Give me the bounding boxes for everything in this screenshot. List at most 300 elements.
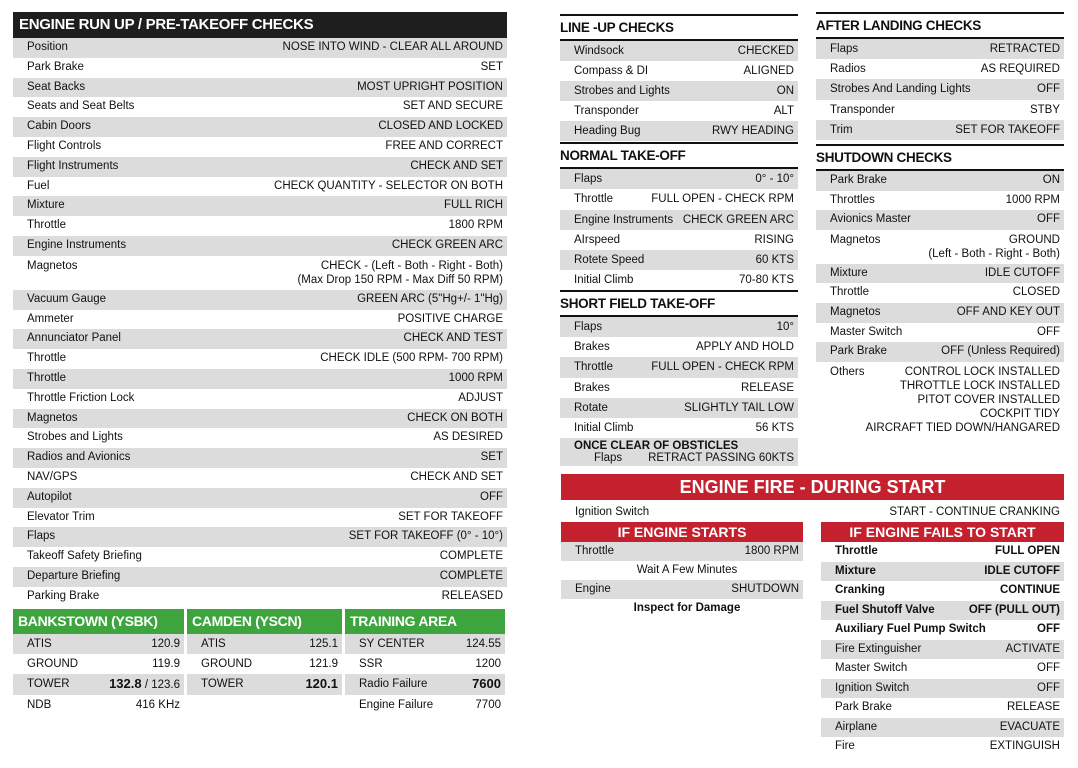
runup-row xyxy=(13,310,507,330)
normal-takeoff-value-line: 70-80 KTS xyxy=(739,274,794,287)
short-field-value-line: APPLY AND HOLD xyxy=(695,341,794,354)
lineup-label: Compass & DI xyxy=(574,65,649,77)
runup-row xyxy=(13,78,507,98)
runup-value xyxy=(407,409,503,429)
runup-label: Elevator Trim xyxy=(27,510,95,523)
normal-takeoff-label: Initial Climb xyxy=(574,274,634,287)
normal-takeoff-value-line: 0° - 10° xyxy=(755,173,794,185)
runup-row xyxy=(13,428,507,448)
camden-value xyxy=(305,674,338,695)
after-landing-label: Strobes And Landing Lights xyxy=(830,83,971,96)
runup-value-line: COMPLETE xyxy=(439,569,503,582)
shutdown-value-line: CLOSED xyxy=(1012,286,1060,299)
engine-starts-row xyxy=(561,561,803,580)
training-value xyxy=(466,634,501,654)
engine-starts-row xyxy=(561,542,803,561)
shutdown-value xyxy=(1043,171,1060,191)
runup-value-line: NOSE INTO WIND - CLEAR ALL AROUND xyxy=(282,41,503,53)
if-engine-starts-list xyxy=(561,542,803,618)
training-row xyxy=(345,674,505,695)
runup-value-line: GREEN ARC (5"Hg+/- 1"Hg) xyxy=(357,292,503,305)
engine-starts-value-line: SHUTDOWN xyxy=(731,583,799,595)
shutdown-value-line: OFF AND KEY OUT xyxy=(956,305,1060,318)
runup-value-line: CHECK QUANTITY - SELECTOR ON BOTH xyxy=(274,179,503,192)
runup-value-line: SET FOR TAKEOFF xyxy=(398,510,503,523)
shutdown-section xyxy=(816,144,1064,438)
lineup-value-line: ALT xyxy=(773,105,794,117)
engine-starts-row xyxy=(561,599,803,618)
bankstown-title: BANKSTOWN (YSBK) xyxy=(13,609,184,634)
if-engine-fails-title: IF ENGINE FAILS TO START xyxy=(821,522,1064,542)
runup-label: Throttle xyxy=(27,371,66,384)
bankstown-value xyxy=(151,634,180,654)
camden-list xyxy=(187,634,342,695)
engine-fails-value xyxy=(990,737,1060,757)
shutdown-row xyxy=(816,210,1064,230)
camden-row xyxy=(187,634,342,654)
engine-fails-value-line: EVACUATE xyxy=(999,720,1060,733)
engine-fails-row xyxy=(821,581,1064,601)
engine-fails-value xyxy=(1000,581,1060,601)
after-landing-list xyxy=(816,39,1064,140)
short-field-value-line: 10° xyxy=(776,321,794,333)
camden-label: GROUND xyxy=(201,658,253,670)
short-field-value xyxy=(684,398,794,418)
normal-takeoff-value xyxy=(683,210,794,230)
normal-takeoff-value-line: RISING xyxy=(754,233,794,246)
engine-runup-title: ENGINE RUN UP / PRE-TAKEOFF CHECKS xyxy=(13,12,507,38)
engine-fails-value-line: CONTINUE xyxy=(999,584,1060,596)
shutdown-label: Others xyxy=(830,365,865,378)
ignition-label: Ignition Switch xyxy=(575,506,650,518)
camden-value-line: 121.9 xyxy=(309,658,338,670)
runup-row xyxy=(13,488,507,508)
runup-value-line: SET xyxy=(480,451,503,464)
bankstown-value xyxy=(109,674,180,695)
short-field-value xyxy=(741,378,794,398)
runup-value-line: SET xyxy=(480,60,503,73)
after-landing-label: Transponder xyxy=(830,103,895,116)
shutdown-value xyxy=(866,365,1060,435)
camden-row xyxy=(187,654,342,674)
shutdown-label: Master Switch xyxy=(830,325,903,338)
runup-label: Flaps xyxy=(27,530,56,543)
training-label: SY CENTER xyxy=(359,638,425,650)
bankstown-label: TOWER xyxy=(27,678,70,690)
engine-fails-label: Ignition Switch xyxy=(835,681,910,694)
runup-value xyxy=(398,310,503,330)
runup-value-line: SET FOR TAKEOFF (0° - 10°) xyxy=(348,530,503,543)
runup-value-line: ADJUST xyxy=(458,391,503,404)
engine-fails-value xyxy=(1037,679,1060,699)
engine-fails-value-line: OFF xyxy=(1037,662,1060,674)
after-landing-row xyxy=(816,39,1064,59)
normal-takeoff-value xyxy=(754,230,794,250)
shutdown-value-line: COCKPIT TIDY xyxy=(979,407,1060,420)
engine-runup-list xyxy=(13,38,507,607)
runup-value-line: CHECK AND SET xyxy=(410,470,503,483)
after-landing-value-line: SET FOR TAKEOFF xyxy=(955,123,1060,136)
normal-takeoff-row xyxy=(560,270,798,290)
engine-starts-note: Wait A Few Minutes xyxy=(636,564,738,576)
runup-value-line: MOST UPRIGHT POSITION xyxy=(357,80,503,93)
shutdown-value-line: OFF xyxy=(1037,325,1060,338)
short-field-list xyxy=(560,317,798,438)
runup-value xyxy=(433,428,503,448)
runup-row xyxy=(13,329,507,349)
runup-value-line: 1000 RPM xyxy=(448,371,503,384)
runup-label: Magnetos xyxy=(27,259,78,272)
after-landing-value xyxy=(990,39,1060,59)
shutdown-value-line: (Left - Both - Right - Both) xyxy=(928,247,1060,260)
lineup-label: Windsock xyxy=(574,45,624,57)
training-label: Engine Failure xyxy=(359,699,434,711)
lineup-value xyxy=(744,61,795,81)
normal-takeoff-title: NORMAL TAKE-OFF xyxy=(560,142,798,169)
runup-value xyxy=(442,587,503,607)
short-field-value-line: SLIGHTLY TAIL LOW xyxy=(684,401,794,414)
normal-takeoff-label: AIrspeed xyxy=(574,233,621,246)
bankstown-value xyxy=(136,695,180,715)
bankstown-label: ATIS xyxy=(27,638,52,650)
runup-label: Engine Instruments xyxy=(27,238,127,251)
shutdown-label: Park Brake xyxy=(830,345,887,358)
after-landing-value-line: AS REQUIRED xyxy=(980,63,1060,76)
bankstown-label: GROUND xyxy=(27,658,79,670)
runup-value xyxy=(320,349,503,369)
lineup-title: LINE -UP CHECKS xyxy=(560,14,798,41)
shutdown-value-line: OFF xyxy=(1037,213,1060,226)
shutdown-value-line: GROUND xyxy=(1008,233,1060,246)
runup-value-line: CHECK - (Left - Both - Right - Both) xyxy=(320,259,503,272)
short-field-row xyxy=(560,317,798,337)
runup-value-line: FREE AND CORRECT xyxy=(385,139,503,152)
camden-label: ATIS xyxy=(201,638,226,650)
lineup-value xyxy=(738,41,794,61)
runup-label: Fuel xyxy=(27,179,50,192)
engine-fails-value xyxy=(984,562,1060,582)
engine-fails-value-line: OFF xyxy=(1037,681,1060,694)
shutdown-row xyxy=(816,303,1064,323)
camden-value xyxy=(309,634,338,654)
short-field-title: SHORT FIELD TAKE-OFF xyxy=(560,290,798,317)
shutdown-label: Throttle xyxy=(830,286,869,299)
normal-takeoff-value xyxy=(755,169,794,189)
training-value-line: 1200 xyxy=(475,658,501,670)
runup-row xyxy=(13,216,507,236)
clear-obstacles-value: RETRACT PASSING 60KTS xyxy=(648,452,794,465)
runup-row xyxy=(13,389,507,409)
engine-fails-row xyxy=(821,698,1064,718)
runup-value xyxy=(444,196,503,216)
short-field-label: Throttle xyxy=(574,361,613,374)
short-field-value xyxy=(777,317,794,337)
shutdown-value xyxy=(1037,323,1060,343)
engine-fails-label: Park Brake xyxy=(835,701,892,713)
shutdown-row xyxy=(816,191,1064,211)
after-landing-value xyxy=(1030,100,1060,120)
runup-value xyxy=(410,468,503,488)
runup-label: Park Brake xyxy=(27,60,84,73)
shutdown-row xyxy=(816,283,1064,303)
clear-obstacles-title: ONCE CLEAR OF OBSTICLES xyxy=(574,440,739,453)
engine-fails-label: Fire Extinguisher xyxy=(835,642,922,655)
if-engine-starts-title: IF ENGINE STARTS xyxy=(561,522,803,542)
runup-value-line: CHECK IDLE (500 RPM- 700 RPM) xyxy=(320,352,503,365)
normal-takeoff-label: Engine Instruments xyxy=(574,213,674,226)
engine-fails-value xyxy=(1037,659,1060,679)
lineup-list xyxy=(560,41,798,141)
after-landing-row xyxy=(816,100,1064,120)
lineup-label: Heading Bug xyxy=(574,125,641,137)
normal-takeoff-row xyxy=(560,230,798,250)
runup-row xyxy=(13,236,507,256)
runup-value-line: AS DESIRED xyxy=(433,431,503,444)
runup-value xyxy=(385,137,503,157)
runup-value-line: CHECK GREEN ARC xyxy=(391,238,503,251)
after-landing-value-line: STBY xyxy=(1029,103,1060,116)
after-landing-label: Trim xyxy=(830,123,853,136)
engine-fails-value-line: EXTINGUISH xyxy=(989,740,1060,752)
runup-value xyxy=(283,38,503,58)
normal-takeoff-row xyxy=(560,189,798,209)
runup-value-line: COMPLETE xyxy=(439,550,503,563)
training-title: TRAINING AREA xyxy=(345,609,505,634)
after-landing-value-line: RETRACTED xyxy=(989,43,1060,55)
runup-row xyxy=(13,137,507,157)
engine-fails-row xyxy=(821,562,1064,582)
short-field-value xyxy=(756,418,794,438)
after-landing-title: AFTER LANDING CHECKS xyxy=(816,12,1064,39)
shutdown-list xyxy=(816,171,1064,438)
bankstown-section xyxy=(13,609,184,715)
engine-fails-value-line: OFF xyxy=(1037,623,1060,635)
engine-fails-value-line: IDLE CUTOFF xyxy=(984,564,1060,577)
after-landing-value xyxy=(981,59,1060,79)
camden-value-line: 125.1 xyxy=(309,638,338,650)
clear-obstacles-block xyxy=(560,438,798,466)
runup-row xyxy=(13,369,507,389)
after-landing-value xyxy=(1037,79,1060,99)
runup-value xyxy=(398,508,503,528)
shutdown-value xyxy=(941,342,1060,362)
training-label: Radio Failure xyxy=(359,678,428,690)
ignition-row xyxy=(561,502,1064,522)
runup-value-line: CHECK AND TEST xyxy=(403,332,503,345)
bankstown-value-line: 120.9 xyxy=(151,638,180,650)
short-field-label: Initial Climb xyxy=(574,422,634,435)
lineup-value-line: CHECKED xyxy=(737,45,794,57)
runup-label: Strobes and Lights xyxy=(27,431,123,444)
shutdown-value-line: CONTROL LOCK INSTALLED xyxy=(904,365,1060,378)
engine-fails-value-line: ACTIVATE xyxy=(1005,642,1060,655)
lineup-value-line: ALIGNED xyxy=(743,65,794,77)
engine-starts-label: Throttle xyxy=(575,545,614,557)
shutdown-label: Mixture xyxy=(830,266,868,279)
runup-value xyxy=(297,259,503,287)
short-field-label: Rotate xyxy=(574,401,608,414)
shutdown-value-line: OFF (Unless Required) xyxy=(941,345,1060,358)
runup-row xyxy=(13,547,507,567)
after-landing-value xyxy=(955,120,1060,140)
runup-value xyxy=(392,236,503,256)
short-field-row xyxy=(560,378,798,398)
training-section xyxy=(345,609,505,715)
training-value xyxy=(475,654,501,674)
runup-label: Position xyxy=(27,41,68,53)
normal-takeoff-label: Throttle xyxy=(574,193,613,206)
training-value xyxy=(472,674,501,695)
training-value-line: 7700 xyxy=(475,699,501,711)
shutdown-row xyxy=(816,342,1064,362)
clear-obstacles-label: Flaps xyxy=(594,452,623,465)
camden-row xyxy=(187,674,342,695)
engine-fails-row xyxy=(821,620,1064,640)
runup-label: Takeoff Safety Briefing xyxy=(27,550,142,563)
short-field-label: Flaps xyxy=(574,321,603,333)
shutdown-row xyxy=(816,264,1064,284)
shutdown-value-line: PITOT COVER INSTALLED xyxy=(917,393,1060,406)
if-engine-fails-list xyxy=(821,542,1064,757)
lineup-row xyxy=(560,101,798,121)
shutdown-value xyxy=(928,233,1060,261)
bankstown-value xyxy=(152,654,180,674)
engine-fails-row xyxy=(821,718,1064,738)
runup-label: Parking Brake xyxy=(27,589,100,602)
engine-fails-value xyxy=(1000,718,1060,738)
ignition-value: START - CONTINUE CRANKING xyxy=(889,506,1060,518)
training-label: SSR xyxy=(359,658,383,670)
runup-row xyxy=(13,157,507,177)
bankstown-row xyxy=(13,695,184,715)
shutdown-label: Throttles xyxy=(830,193,875,206)
engine-fails-row xyxy=(821,659,1064,679)
engine-fails-label: Airplane xyxy=(835,720,878,733)
runup-label: Ammeter xyxy=(27,312,74,325)
runup-value xyxy=(481,58,503,78)
engine-fails-value-line: FULL OPEN xyxy=(995,545,1060,557)
lineup-label: Strobes and Lights xyxy=(574,85,670,97)
engine-fails-row xyxy=(821,542,1064,562)
if-engine-starts-section xyxy=(561,522,803,618)
engine-starts-note: Inspect for Damage xyxy=(633,602,741,614)
after-landing-label: Radios xyxy=(830,63,866,76)
engine-fails-value xyxy=(995,542,1060,562)
engine-fails-row xyxy=(821,601,1064,621)
bankstown-row xyxy=(13,634,184,654)
engine-starts-value xyxy=(731,580,799,599)
short-field-row xyxy=(560,357,798,377)
runup-label: Cabin Doors xyxy=(27,120,91,133)
runup-value-line: OFF xyxy=(480,490,503,503)
runup-value xyxy=(349,527,503,547)
short-field-label: Brakes xyxy=(574,341,610,354)
runup-value-line: CHECK ON BOTH xyxy=(407,411,503,424)
engine-starts-value-line: 1800 RPM xyxy=(744,545,799,557)
training-row xyxy=(345,654,505,674)
shutdown-label: Magnetos xyxy=(830,305,881,318)
bankstown-row xyxy=(13,654,184,674)
runup-value xyxy=(404,329,503,349)
runup-label: Magnetos xyxy=(27,411,78,424)
engine-fails-label: Auxiliary Fuel Pump Switch xyxy=(835,623,986,635)
short-field-section xyxy=(560,290,798,466)
runup-row xyxy=(13,448,507,468)
lineup-label: Transponder xyxy=(574,105,639,117)
engine-runup-section xyxy=(13,12,507,607)
runup-label: Seats and Seat Belts xyxy=(27,100,135,113)
runup-label: Annunciator Panel xyxy=(27,332,121,345)
training-value-line: 124.55 xyxy=(465,638,501,650)
shutdown-value xyxy=(957,303,1060,323)
normal-takeoff-list xyxy=(560,169,798,291)
normal-takeoff-value-line: FULL OPEN - CHECK RPM xyxy=(651,193,794,206)
runup-value xyxy=(403,97,503,117)
engine-fails-value xyxy=(969,601,1060,621)
normal-takeoff-row xyxy=(560,210,798,230)
runup-row xyxy=(13,567,507,587)
shutdown-value xyxy=(1013,283,1060,303)
runup-label: Vacuum Gauge xyxy=(27,292,107,305)
runup-label: Flight Instruments xyxy=(27,159,119,172)
after-landing-row xyxy=(816,59,1064,79)
normal-takeoff-value xyxy=(756,250,794,270)
runup-row xyxy=(13,117,507,137)
training-value-bold: 7600 xyxy=(472,676,501,691)
runup-value xyxy=(449,369,503,389)
camden-value xyxy=(309,654,338,674)
engine-starts-row xyxy=(561,580,803,599)
shutdown-row xyxy=(816,323,1064,343)
engine-fails-label: Fire xyxy=(835,740,855,752)
engine-fails-value xyxy=(1037,620,1060,640)
shutdown-value-line: AIRCRAFT TIED DOWN/HANGARED xyxy=(865,421,1060,434)
short-field-label: Brakes xyxy=(574,381,610,394)
runup-row xyxy=(13,290,507,310)
runup-row xyxy=(13,177,507,197)
runup-value-line: RELEASED xyxy=(441,589,503,602)
shutdown-value-line: IDLE CUTOFF xyxy=(984,266,1060,279)
short-field-value-line: RELEASE xyxy=(740,381,794,394)
shutdown-row xyxy=(816,230,1064,264)
engine-fails-value-line: OFF (PULL OUT) xyxy=(968,603,1060,616)
runup-label: Mixture xyxy=(27,199,65,212)
runup-row xyxy=(13,349,507,369)
bankstown-value-bold: 132.8 xyxy=(109,676,142,691)
bankstown-list xyxy=(13,634,184,715)
shutdown-title: SHUTDOWN CHECKS xyxy=(816,144,1064,171)
shutdown-label: Park Brake xyxy=(830,174,887,186)
runup-row xyxy=(13,409,507,429)
lineup-row xyxy=(560,121,798,141)
runup-row xyxy=(13,97,507,117)
after-landing-row xyxy=(816,79,1064,99)
shutdown-value xyxy=(985,264,1060,284)
shutdown-label: Magnetos xyxy=(830,233,881,246)
engine-fails-value xyxy=(1007,698,1060,718)
engine-fire-section xyxy=(561,474,1064,522)
shutdown-value-line: ON xyxy=(1042,174,1060,186)
engine-fails-label: Throttle xyxy=(835,545,878,557)
short-field-row xyxy=(560,337,798,357)
runup-row xyxy=(13,256,507,290)
runup-label: Throttle xyxy=(27,219,66,232)
bankstown-row xyxy=(13,674,184,695)
normal-takeoff-label: Rotete Speed xyxy=(574,254,645,267)
runup-row xyxy=(13,508,507,528)
runup-value xyxy=(410,157,503,177)
if-engine-fails-section xyxy=(821,522,1064,757)
